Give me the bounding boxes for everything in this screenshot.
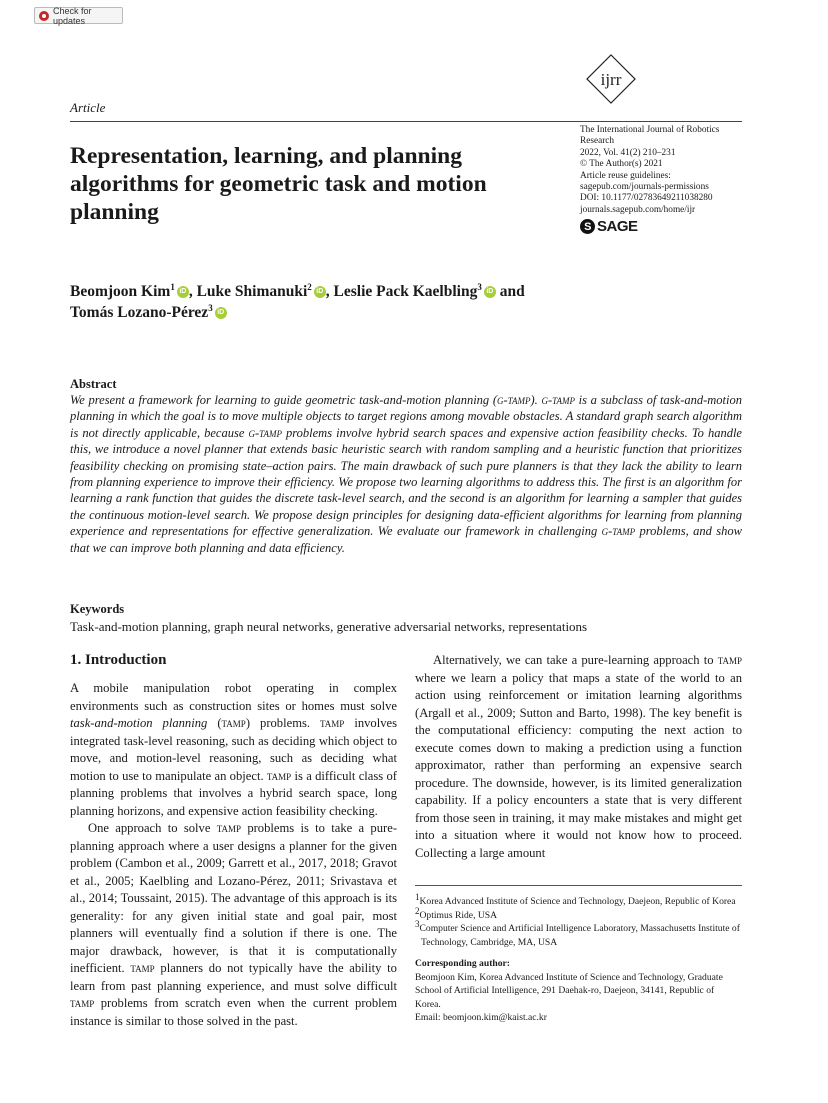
logo-text: ijrr [600,70,622,89]
author-list [70,281,630,323]
article-type: Article [70,100,106,115]
journal-reuse: Article reuse guidelines: [580,170,671,181]
author-name: Leslie Pack Kaelbling [333,283,478,300]
header-rule [70,121,742,122]
paragraph: A mobile manipulation robot operating in complex environments such as construction sites or homes must solve task-and-motion planning (tamp) problems. tamp involves integrated task-level reasoning, such as deciding which object to move, and motion-level reasoning, such as deciding what motion to use to manipulate an object. tamp is a difficult class of planning problems that involves a hybrid search space, long planning horizons, and expensive action feasibility checking. [70,681,397,818]
sage-logo [580,218,638,235]
abstract-text: We present a framework for learning to guide geometric task-and-motion planning (g-tamp). g-tamp is a subclass of task-and-motion planning in which the goal is to move multiple objects to target regions among movable obstacles. A standard graph search algorithm is not directly applicable, because g-tamp problems involve hybrid search spaces and expensive action feasibility checks. To handle this, we introduce a novel planner that extends basic heuristic search with random sampling and a heuristic function that prioritizes feasibility checking on promising state–action pairs. The main drawback of such pure planners is that they lack the ability to learn from planning experience to improve their efficiency. We propose two learning algorithms to address this. The first is an algorithm for learning a rank function that guides the discrete task-level search, and the second is an algorithm for learning a sampler that guides the continuous motion-level search. We propose design principles for designing data-efficient algorithms for learning from planning experience and representations for effective generalization. We evaluate our framework in challenging g-tamp problems, and show that we can improve both planning and data efficiency. [70,393,742,555]
journal-info [580,125,740,216]
orcid-icon[interactable]: iD [177,286,189,298]
ijrr-logo [582,50,640,108]
corresponding-email[interactable]: Email: beomjoon.kim@kaist.ac.kr [415,1012,547,1023]
author-affiliation: 1 [170,281,175,292]
journal-copyright: © The Author(s) 2021 [580,159,663,170]
author-affiliation: 2 [307,281,312,292]
check-updates-icon [39,11,49,21]
footnote-rule [415,885,742,886]
journal-name: The International Journal of Robotics Research [580,125,720,147]
keywords-heading: Keywords [70,602,125,616]
left-column [70,680,397,1030]
corresponding-heading: Corresponding author: [415,958,510,969]
author-affiliation: 3 [208,302,213,313]
author-name: Tomás Lozano-Pérez [70,304,209,321]
author-name: Luke Shimanuki [196,283,308,300]
paper-title: Representation, learning, and planning algorithms for geometric task and motion planning [70,143,487,225]
footnote: $^2$Optimus Ride, USA [415,905,498,921]
orcid-icon[interactable]: iD [314,286,326,298]
journal-volume: 2022, Vol. 41(2) 210–231 [580,147,676,158]
author-separator: , [325,283,334,300]
check-for-updates-badge[interactable] [34,7,123,24]
author-name: Beomjoon Kim [70,283,171,300]
orcid-icon[interactable]: iD [215,307,227,319]
journal-reuse-url[interactable]: sagepub.com/journals-permissions [580,182,709,193]
check-updates-label: Check for updates [53,5,92,26]
author-affiliation: 3 [477,281,482,292]
sage-s-icon: S [580,219,595,234]
corresponding-address: Beomjoon Kim, Korea Advanced Institute of Science and Technology, Graduate School of Artificial Intelligence, 291 Daehak-ro, Daejeon, 34141, Republic of Korea. [415,971,723,1010]
author-separator: , [188,283,197,300]
journal-home[interactable]: journals.sagepub.com/home/ijr [580,204,696,215]
orcid-icon[interactable]: iD [484,286,496,298]
journal-doi[interactable]: DOI: 10.1177/02783649211038280 [580,193,713,204]
footnote: $^3$Computer Science and Artificial Intelligence Laboratory, Massachusetts Institute of Technology, Cambridge, MA, USA [415,918,740,948]
footnote: $^1$Korea Advanced Institute of Science and Technology, Daejeon, Republic of Korea [415,891,736,907]
paragraph: One approach to solve tamp problems is to take a pure-planning approach where a user designs a planner for the given problem (Cambon et al., 2009; Garrett et al., 2017, 2018; Gravot et al., 2005; Kaelbling and Lozano-Pérez, 2011; Srivastava et al., 2014; Toussaint, 2015). The advantage of this approach is its generality: for any given initial state and goal pair, most planners will eventually find a solution if there is one. The major drawback, however, is that it is computationally inefficient. tamp planners do not typically have the ability to learn from past planning experience, and must solve difficult tamp problems from scratch even when the current problem instance is similar to those solved in the past. [70,821,398,1028]
footnotes [415,891,742,1025]
abstract-heading: Abstract [70,377,117,391]
section-heading: 1. Introduction [70,652,167,668]
paragraph: Alternatively, we can take a pure-learning approach to tamp where we learn a policy that maps a state of the world to an action using reinforcement or imitation learning algorithms (Argall et al., 2009; Sutton and Barto, 1998). The key benefit is the computational efficiency: computing the next action to execute comes down to making a prediction using a function approximator, rather than performing an expensive search procedure. The downside, however, is its limited generalization capability. If a policy encounters a state that is very different from those seen in training, it may make mistakes and might get into a situation where it would not know how to proceed. Collecting a large amount [415,653,742,860]
keywords-text: Task-and-motion planning, graph neural networks, generative adversarial networks, representations [70,619,588,634]
author-separator: and [495,283,525,300]
right-column [415,652,742,862]
sage-text: SAGE [597,218,638,235]
